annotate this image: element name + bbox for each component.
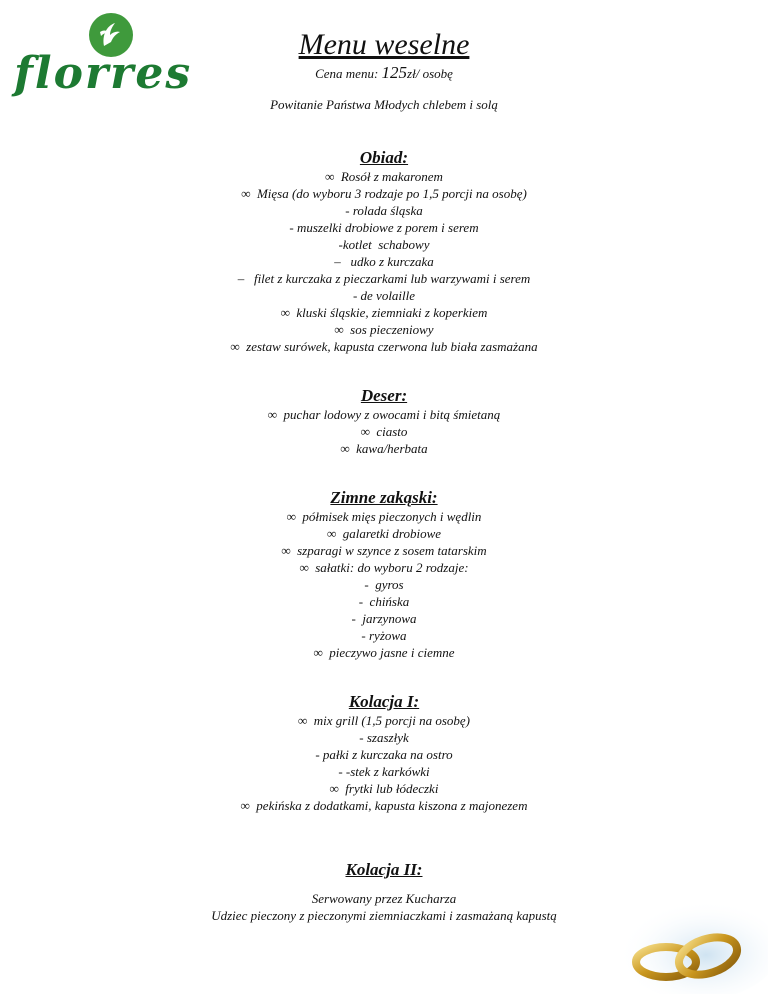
florres-wordmark: florres (14, 48, 193, 99)
menu-line: ∞ Mięsa (do wyboru 3 rodzaje po 1,5 porcji na osobę) (241, 186, 527, 201)
menu-line: – udko z kurczaka (334, 254, 434, 269)
wedding-rings-icon (598, 880, 768, 994)
menu-line: ∞ mix grill (1,5 porcji na osobę) (298, 713, 470, 728)
menu-title: Menu weselne (298, 28, 470, 61)
menu-line: ∞ pekińska z dodatkami, kapusta kiszona z majonezem (240, 798, 528, 813)
menu-line: - ryżowa (361, 628, 407, 643)
price-suffix: zł/ osobę (407, 66, 453, 81)
price-amount: 125 (381, 63, 408, 82)
menu-line: ∞ kawa/herbata (340, 441, 428, 456)
menu-line: ∞ Rosół z makaronem (325, 169, 443, 184)
menu-line: ∞ frytki lub łódeczki (329, 781, 439, 796)
menu-line: ∞ pieczywo jasne i ciemne (313, 645, 455, 660)
menu-line: ∞ półmisek mięs pieczonych i wędlin (286, 509, 482, 524)
section-heading: Kolacja II: (345, 860, 423, 879)
welcome-line: Powitanie Państwa Młodych chlebem i solą (270, 97, 498, 112)
menu-line: - muszelki drobiowe z porem i serem (289, 220, 479, 235)
menu-line: ∞ puchar lodowy z owocami i bitą śmietaną (267, 407, 501, 422)
section-heading: Kolacja I: (348, 692, 420, 711)
section-zimne-zakaski (0, 488, 768, 661)
menu-line: - chińska (358, 594, 410, 609)
section-heading: Zimne zakąski: (330, 488, 438, 507)
menu-line: -kotlet schabowy (338, 237, 430, 252)
menu-line: Udziec pieczony z pieczonymi ziemniaczkami i zasmażaną kapustą (211, 908, 557, 923)
menu-line: - gyros (364, 577, 404, 592)
menu-line: ∞ zestaw surówek, kapusta czerwona lub biała zasmażana (230, 339, 538, 354)
menu-line: Serwowany przez Kucharza (311, 891, 457, 906)
section-obiad (0, 148, 768, 355)
menu-line: - -stek z karkówki (338, 764, 430, 779)
menu-line: ∞ ciasto (360, 424, 408, 439)
menu-line: – filet z kurczaka z pieczarkami lub warzywami i serem (237, 271, 531, 286)
section-heading: Deser: (360, 386, 408, 405)
section-deser (0, 386, 768, 457)
menu-line: ∞ sałatki: do wyboru 2 rodzaje: (299, 560, 469, 575)
menu-line: ∞ kluski śląskie, ziemniaki z koperkiem (280, 305, 488, 320)
price-prefix: Cena menu: (315, 66, 379, 81)
menu-line: - pałki z kurczaka na ostro (315, 747, 453, 762)
section-kolacja-1 (0, 692, 768, 814)
menu-price (0, 64, 768, 83)
menu-line: - jarzynowa (351, 611, 417, 626)
section-heading: Obiad: (359, 148, 409, 167)
menu-line: - de volaille (352, 288, 416, 303)
menu-line: ∞ sos pieczeniowy (334, 322, 434, 337)
menu-line: ∞ szparagi w szynce z sosem tatarskim (281, 543, 487, 558)
menu-line: ∞ galaretki drobiowe (326, 526, 442, 541)
menu-line: - szaszłyk (359, 730, 409, 745)
menu-line: - rolada śląska (345, 203, 423, 218)
